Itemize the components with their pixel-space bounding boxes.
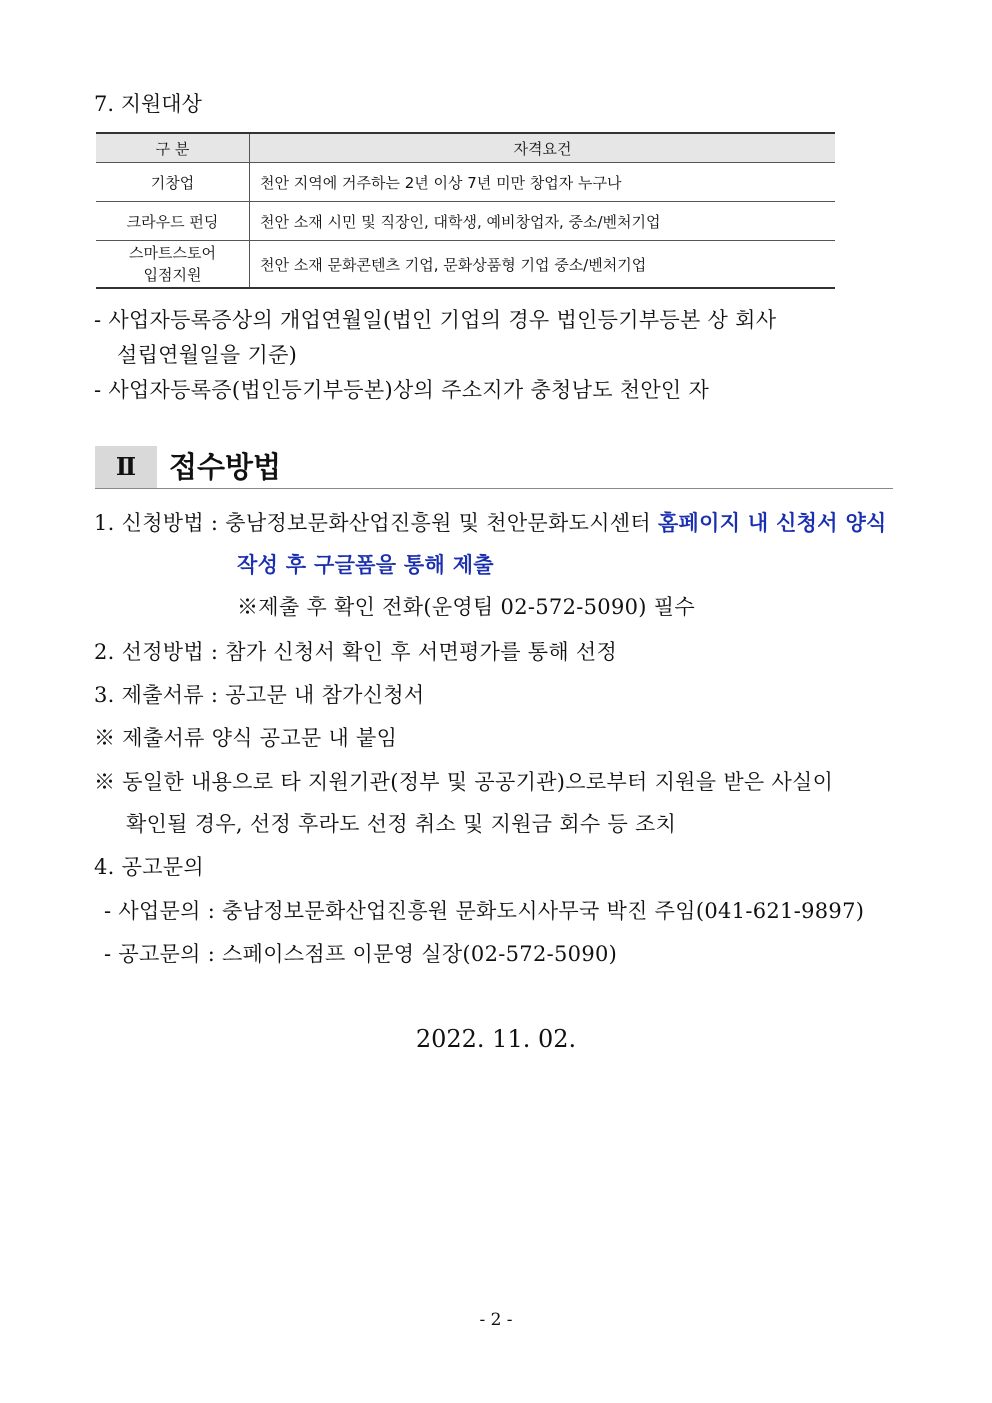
remark-2-line1: ※ 동일한 내용으로 타 지원기관(정부 및 공공기관)으로부터 지원을 받은 사실이 [94,770,834,794]
contact-business: - 사업문의 : 충남정보문화산업진흥원 문화도시사무국 박진 주임(041-621-9897) [104,899,865,923]
item-1-text: 1. 신청방법 : 충남정보문화산업진흥원 및 천안문화도시센터 [94,511,658,535]
remark-2-line2: 확인될 경우, 선정 후라도 선정 취소 및 지원금 회수 등 조치 [126,812,677,836]
note-2: - 사업자등록증(법인등기부등본)상의 주소지가 충청남도 천안인 자 [94,378,710,402]
item-1-note: ※제출 후 확인 전화(운영팀 02-572-5090) 필수 [237,595,695,619]
table-header-category: 구 분 [96,133,250,163]
eligibility-table [96,132,835,289]
item-2: 2. 선정방법 : 참가 신청서 확인 후 서면평가를 통해 선정 [94,640,618,664]
item-4: 4. 공고문의 [94,855,204,879]
table-cell-category: 크라우드 펀딩 [96,202,250,241]
table-cell-category: 기창업 [96,163,250,202]
section-2-number: Ⅱ [95,446,157,488]
page-number: - 2 - [479,1310,513,1330]
note-1-line1: - 사업자등록증상의 개업연월일(법인 기업의 경우 법인등기부등본 상 회사 [94,308,777,332]
note-1-line2: 설립연월일을 기준) [117,343,298,367]
item-1 [94,507,887,537]
table-header-requirement: 자격요건 [250,133,836,163]
item-3: 3. 제출서류 : 공고문 내 참가신청서 [94,683,425,707]
table-header-row [96,133,835,163]
table-cell-requirement: 천안 소재 문화콘텐츠 기업, 문화상품형 기업 중소/벤처기업 [250,241,836,289]
remark-1: ※ 제출서류 양식 공고문 내 붙임 [94,726,398,750]
table-row [96,241,835,289]
section-2-header [95,446,893,489]
table-cell-requirement: 천안 소재 시민 및 직장인, 대학생, 예비창업자, 중소/벤처기업 [250,202,836,241]
item-1-highlight: 홈페이지 내 신청서 양식 [657,510,887,535]
table-cell-category-line2: 입점지원 [143,266,202,284]
table-cell-category-line1: 스마트스토어 [129,244,216,262]
section-7-heading: 7. 지원대상 [94,92,202,116]
table-cell-requirement: 천안 지역에 거주하는 2년 이상 7년 미만 창업자 누구나 [250,163,836,202]
section-2-title: 접수방법 [169,450,282,484]
table-row [96,202,835,241]
contact-notice: - 공고문의 : 스페이스점프 이문영 실장(02-572-5090) [104,942,618,966]
table-cell-category [96,241,250,289]
document-date: 2022. 11. 02. [415,1025,577,1053]
table-row [96,163,835,202]
item-1-highlight-line2: 작성 후 구글폼을 통해 제출 [237,552,494,577]
